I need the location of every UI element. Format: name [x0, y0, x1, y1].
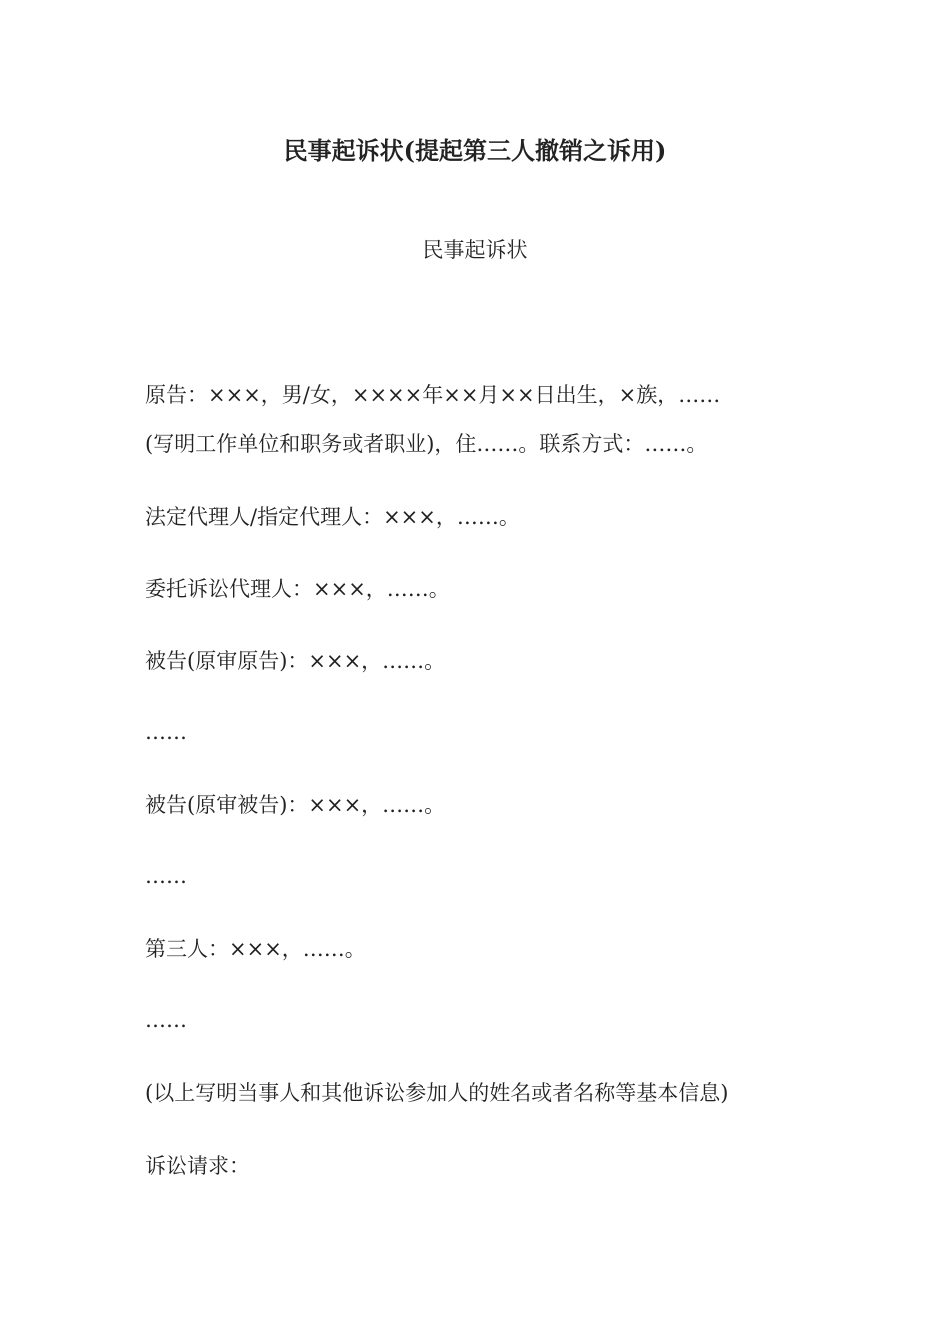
- defendant-original-defendant-line: 被告(原审被告)：×××，……。: [145, 793, 446, 817]
- ellipsis-line-2: ……: [145, 864, 187, 888]
- ellipsis-line-1: ……: [145, 720, 187, 744]
- third-party-line: 第三人：×××，……。: [145, 937, 366, 961]
- document-subtitle: 民事起诉状: [422, 238, 528, 262]
- plaintiff-line-2: (写明工作单位和职务或者职业)，住……。联系方式：……。: [145, 432, 708, 456]
- agent-line: 委托诉讼代理人：×××，……。: [145, 577, 450, 601]
- claims-heading: 诉讼请求：: [145, 1154, 250, 1178]
- ellipsis-line-3: ……: [145, 1008, 187, 1032]
- plaintiff-line-1: 原告：×××，男/女，××××年××月××日出生，×族，……: [145, 383, 721, 407]
- defendant-original-plaintiff-line: 被告(原审原告)：×××，……。: [145, 649, 446, 673]
- legal-representative-line: 法定代理人/指定代理人：×××，……。: [145, 505, 520, 529]
- document-title: 民事起诉状(提起第三人撤销之诉用): [283, 136, 667, 165]
- parties-note-line: (以上写明当事人和其他诉讼参加人的姓名或者名称等基本信息): [145, 1081, 729, 1105]
